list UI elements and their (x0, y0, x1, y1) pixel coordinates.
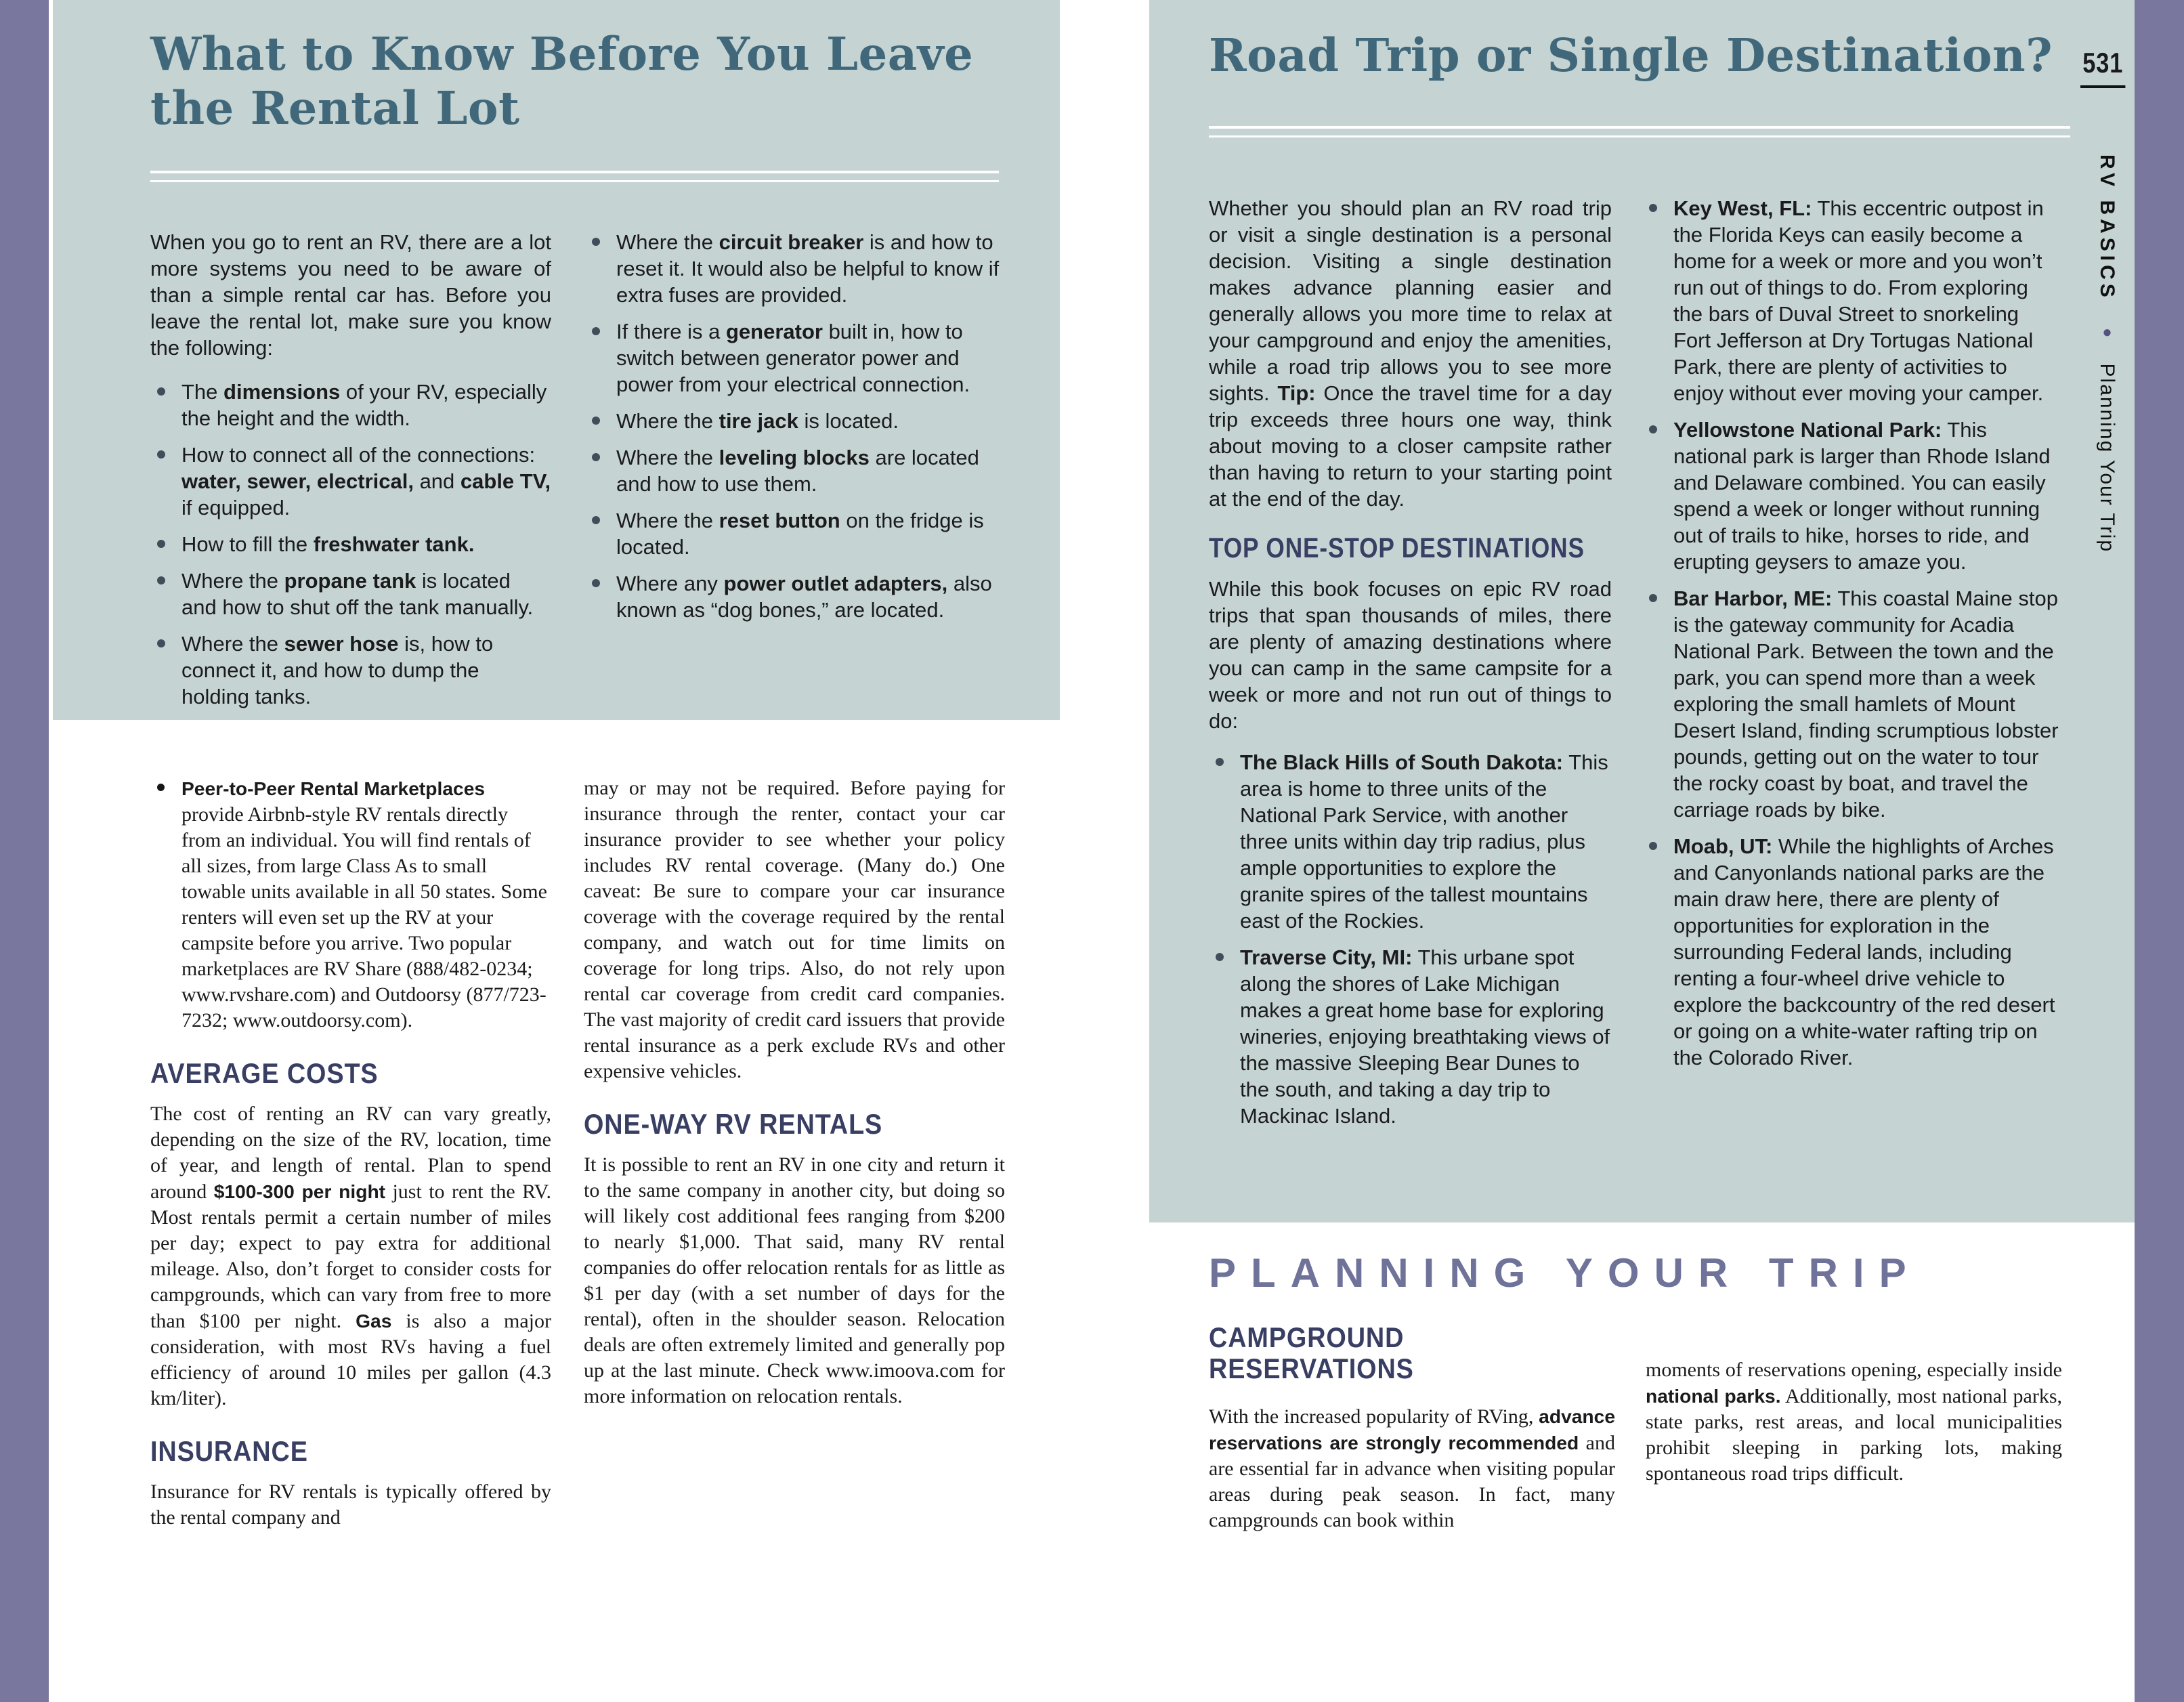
bullet-dot-icon (592, 579, 600, 587)
one-stop-paragraph: While this book focuses on epic RV road trips that span thousands of miles, there are plenty of amazing destinations where you can camp in the same campsite for a week or more and not run out of things to do: (1209, 577, 1612, 733)
left-box-bullet-list-2 (585, 229, 1002, 623)
right-feature-box (1149, 0, 2135, 1222)
road-trip-intro: Whether you should plan an RV road trip or visit a single destination is a personal decision. Visiting a single destination makes advance planning easier and generally allows you more time to relax at your campground and enjoy the amenities, while a road trip allows you to see more sights. Tip: Once the travel time for a day trip exceeds three hours one way, think about moving to a closer campsite rather than having to return to your starting point at the end of the day. (1209, 196, 1612, 511)
left-lower-column-2 (584, 775, 1005, 1531)
page-number-right: 531 (2080, 49, 2125, 88)
average-costs-paragraph: The cost of renting an RV can vary greatly, depending on the size of the RV, location, time of year, and length of rental. Plan to spend around $100-300 per night just to rent the RV. Most rentals permit a certain number of miles per day; expect to pay extra for additional mileage. Also, don’t forget to consider costs for campgrounds, which can vary from free to more than $100 per night. Gas is also a major consideration, with most RVs having a fuel efficiency of around 10 miles per gallon (4.3 km/liter). (150, 1103, 551, 1409)
bullet-text: Where the sewer hose is, how to connect it, and how to dump the holding tanks. (181, 632, 494, 708)
subheading-campground-reservations: CAMPGROUND RESERVATIONS (1209, 1321, 1414, 1384)
chapter-tab-section-label: RV BASICS (2096, 154, 2118, 301)
bullet-item (1209, 944, 1612, 1129)
section-heading-insurance: INSURANCE (150, 1435, 308, 1467)
left-box-column-1 (150, 229, 551, 710)
bullet-item (150, 631, 551, 710)
bullet-item (1642, 833, 2059, 1071)
bullet-dot-icon (157, 450, 165, 459)
one-way-rentals-paragraph: It is possible to rent an RV in one city and return it to the same company in another city, but doing so will likely cost additional fees ranging from $200 to nearly $1,000. That said, many RV rental companies do offer relocation rentals for as little as $1 per day (with a set number of days for the rental), often in the shoulder season. Relocation deals are often extremely limited and generally pop up at the last minute. Check www.imoova.com for more information on relocation rentals. (584, 1153, 1005, 1407)
bullet-text: Where the leveling blocks are located and how to use them. (616, 446, 979, 496)
bullet-text: Where the propane tank is located and how to shut off the tank manually. (181, 569, 534, 619)
right-lower-columns (1209, 1322, 2062, 1533)
bullet-item (1642, 585, 2059, 823)
right-box-column-1 (1209, 195, 1612, 1129)
bullet-item (585, 408, 1002, 434)
bullet-dot-icon (592, 327, 600, 335)
bullet-dot-icon (592, 417, 600, 425)
bullet-text: The Black Hills of South Dakota: This area is home to three units of the National Park Service, with another three units within day trip radius, plus ample opportunities to explore the granite spires of the tallest mountains east of the Rockies. (1240, 750, 1608, 933)
right-lower-column-1 (1209, 1322, 1615, 1533)
bullet-text: How to connect all of the connections: water, sewer, electrical, and cable TV, if equipped. (181, 443, 551, 519)
left-page-title (150, 27, 973, 135)
bullet-item (1642, 195, 2059, 406)
insurance-paragraph-continued: may or may not be required. Before paying for insurance through the renter, contact your car insurance provider to see whether your policy includes RV rental coverage. (Many do.) One caveat: Be sure to compare your car insurance coverage with the coverage required by the rental company, and watch out for time limits on coverage for long trips. Also, do not rely upon rental car coverage from credit card companies. The vast majority of credit card issuers that provide rental insurance as a perk exclude RVs and other expensive vehicles. (584, 777, 1005, 1082)
insurance-paragraph-start: Insurance for RV rentals is typically offered by the rental company and (150, 1481, 551, 1529)
destinations-bullet-list-1 (1209, 749, 1612, 1129)
bullet-text: If there is a generator built in, how to switch between generator power and power from your electrical connection. (616, 320, 970, 396)
marketplace-bullet-list (150, 775, 551, 1034)
section-heading-average-costs: AVERAGE COSTS (150, 1057, 379, 1089)
bullet-text: Moab, UT: While the highlights of Arches and Canyonlands national parks are the main draw here, there are plenty of opportunities for exploration in the surrounding Federal lands, including renting a four-wheel drive vehicle to explore the backcountry of the red desert or going on a white-water rafting trip on the Colorado River. (1673, 834, 2055, 1069)
bullet-dot-icon (1649, 842, 1657, 850)
right-lower-column-2 (1646, 1322, 2062, 1533)
bullet-dot-icon (1216, 758, 1224, 766)
left-box-columns (150, 229, 1002, 710)
bullet-item (1209, 749, 1612, 934)
bullet-dot-icon (157, 387, 165, 396)
left-page-edge-band (0, 0, 49, 1702)
bullet-dot-icon (1649, 204, 1657, 212)
left-box-column-2 (585, 229, 1002, 710)
bullet-item (150, 568, 551, 620)
left-title-line2: the Rental Lot (150, 81, 520, 135)
right-box-columns (1209, 195, 2059, 1129)
left-box-intro: When you go to rent an RV, there are a lot more systems you need to be aware of than a simple rental car has. Before you leave the rental lot, make sure you know the following: (150, 230, 551, 360)
bullet-text: The dimensions of your RV, especially the height and the width. (181, 380, 547, 430)
subheading-top-one-stop-destinations: TOP ONE-STOP DESTINATIONS (1209, 532, 1585, 563)
bullet-text: Where any power outlet adapters, also known as “dog bones,” are located. (616, 572, 992, 622)
left-title-line1: What to Know Before You Leave (150, 27, 974, 81)
campground-paragraph-start: With the increased popularity of RVing, advance reservations are strongly recommended and are essential far in advance when visiting popular areas during peak season. In fact, many campgrounds can book within (1209, 1405, 1615, 1531)
bullet-item (1642, 417, 2059, 575)
chapter-tab-topic-label: Planning Your Trip (2096, 363, 2118, 553)
right-lower-section (1209, 1250, 2062, 1533)
bullet-text: Where the reset button on the fridge is located. (616, 509, 984, 559)
bullet-dot-icon (157, 540, 165, 548)
right-box-column-2 (1642, 195, 2059, 1129)
left-lower-section (150, 775, 1005, 1531)
bullet-item (585, 507, 1002, 560)
bullet-text: Bar Harbor, ME: This coastal Maine stop is the gateway community for Acadia National Park. Between the town and the park, you can spend more than a week exploring the small hamlets of Mount Desert Island, finding scrumptious lobster pounds, getting out on the water to tour the rocky coast by boat, and travel the carriage roads by bike. (1673, 587, 2059, 822)
bullet-text: Traverse City, MI: This urbane spot along the shores of Lake Michigan makes a great home base for exploring wineries, enjoying breathtaking views of the massive Sleeping Bear Dunes to the south, and taking a day trip to Mackinac Island. (1240, 945, 1610, 1128)
bullet-item (585, 318, 1002, 398)
bullet-dot-icon (592, 238, 600, 246)
left-title-rule (150, 171, 999, 182)
bullet-text: Key West, FL: This eccentric outpost in the Florida Keys can easily become a home for a week or more and you won’t run out of things to do. From exploring the bars of Duval Street to snorkeling Fort Jefferson at Dry Tortugas National Park, there are plenty of activities to enjoy without ever moving your camper. (1673, 196, 2044, 405)
bullet-text: How to fill the freshwater tank. (181, 532, 475, 556)
bullet-dot-icon (1649, 594, 1657, 602)
left-box-bullet-list-1 (150, 379, 551, 710)
bullet-dot-icon (157, 639, 165, 647)
bullet-text: Where the tire jack is located. (616, 409, 899, 433)
bullet-item (150, 775, 551, 1034)
right-title-rule (1209, 126, 2070, 137)
bullet-dot-icon (1649, 425, 1657, 433)
bullet-text: Yellowstone National Park: This national park is larger than Rhode Island and Delaware combined. You can easily spend a week or longer without running out of trails to hike, horses to ride, and erupting geysers to amaze you. (1673, 418, 2051, 574)
right-page-title: Road Trip or Single Destination? (1209, 28, 2053, 82)
bullet-item (585, 570, 1002, 623)
bullet-item (585, 229, 1002, 308)
bullet-dot-icon (592, 453, 600, 461)
chapter-side-tab (2097, 154, 2117, 553)
bullet-text: Where the circuit breaker is and how to reset it. It would also be helpful to know if extra fuses are provided. (616, 230, 1000, 307)
campground-paragraph-continued: moments of reservations opening, especially inside national parks. Additionally, most national parks, state parks, rest areas, and local municipalities prohibit sleeping in parking lots, making spontaneous road trips difficult. (1646, 1359, 2062, 1485)
left-feature-box (53, 0, 1060, 720)
bullet-dot-icon (157, 784, 165, 791)
bullet-item (150, 531, 551, 557)
bullet-item (585, 444, 1002, 497)
left-lower-column-1 (150, 775, 551, 1531)
bullet-text: Peer-to-Peer Rental Marketplaces provide Airbnb-style RV rentals directly from an individual. You will find rentals of all sizes, from large Class As to small towable units available in all 50 states. Some renters will even set up the RV at your campsite before you arrive. Two popular marketplaces are RV Share (888/482-0234; www.rvshare.com) and Outdoorsy (877/723-7232; www.outdoorsy.com). (181, 778, 547, 1031)
destinations-bullet-list-2 (1642, 195, 2059, 1071)
bullet-dot-icon (592, 516, 600, 524)
chapter-tab-dot-icon: ● (2098, 323, 2116, 342)
right-page-edge-band (2135, 0, 2184, 1702)
bullet-dot-icon (157, 576, 165, 584)
bullet-item (150, 379, 551, 431)
section-heading-one-way-rentals: ONE-WAY RV RENTALS (584, 1108, 883, 1140)
bullet-dot-icon (1216, 953, 1224, 961)
planning-your-trip-heading: PLANNING YOUR TRIP (1209, 1250, 1921, 1296)
bullet-item (150, 442, 551, 521)
